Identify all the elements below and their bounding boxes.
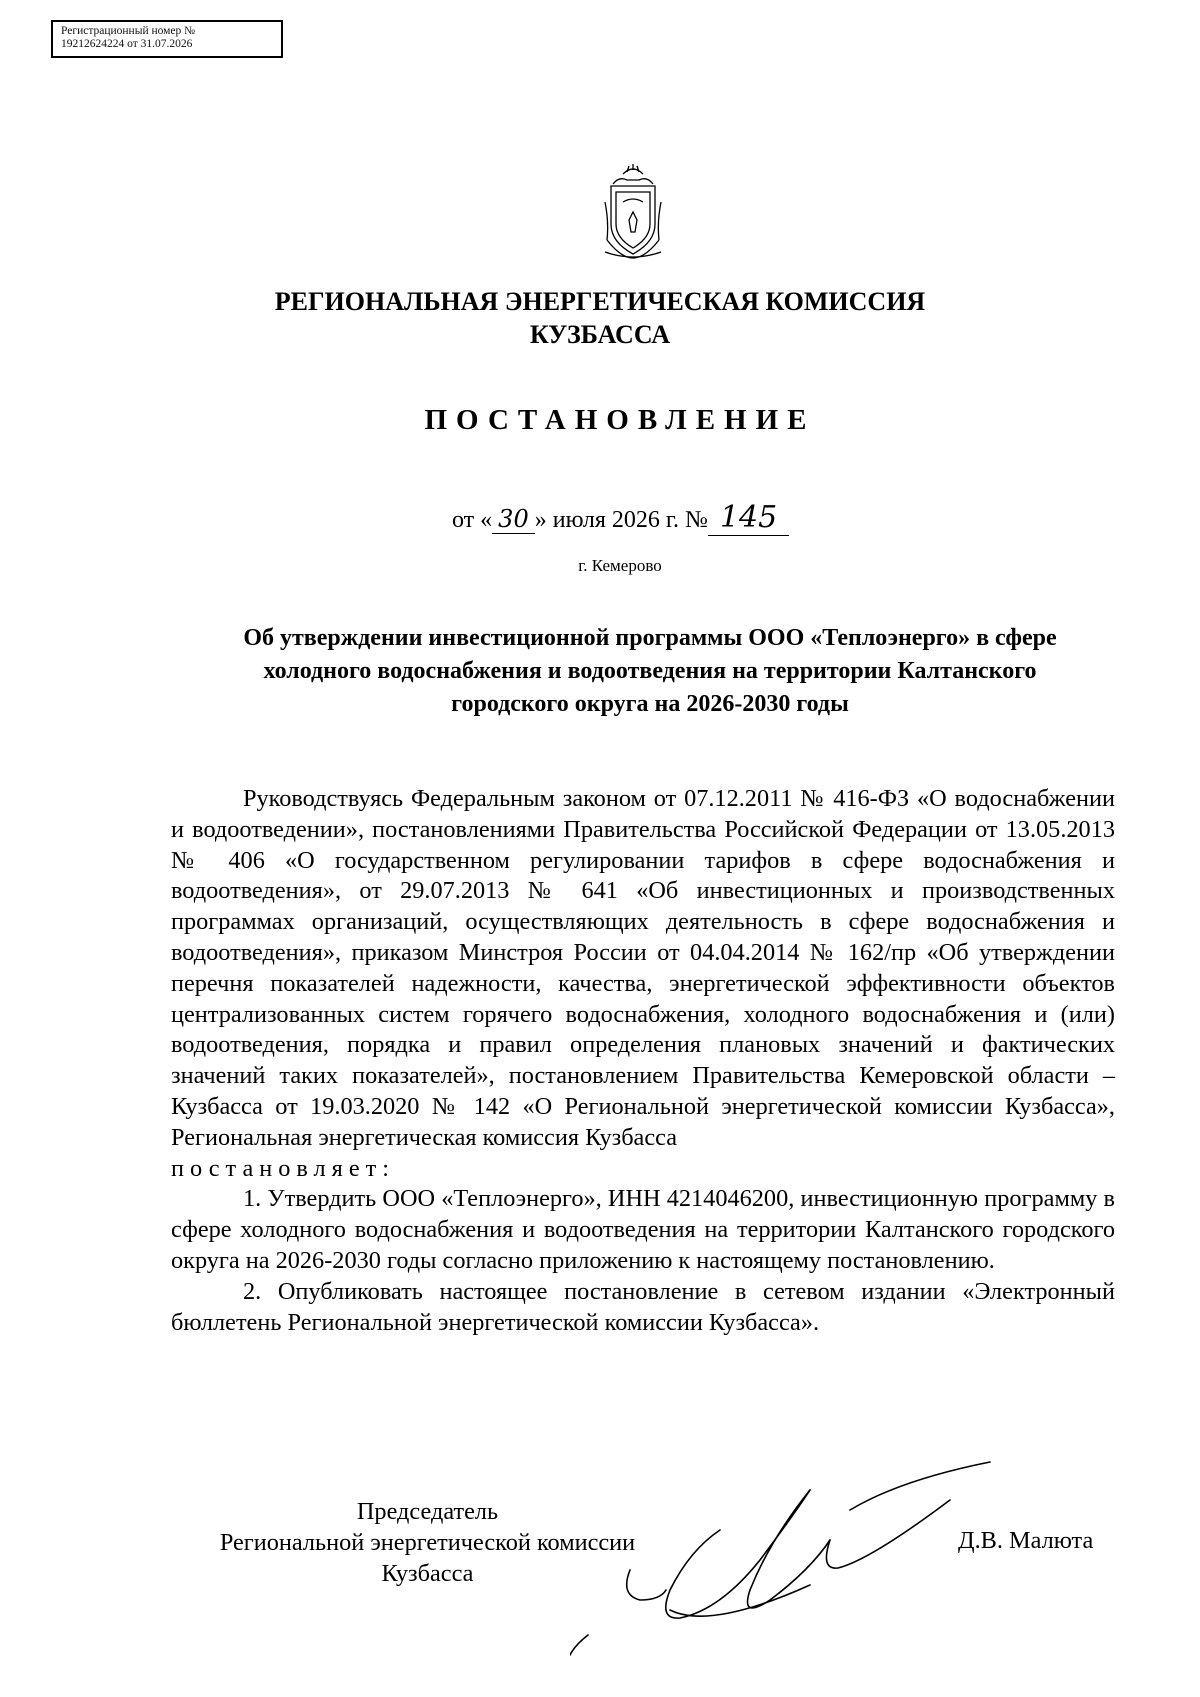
organization-name xyxy=(0,285,1200,351)
handwritten-signature-icon xyxy=(570,1460,1000,1660)
registration-number: 19212624224 от 31.07.2026 xyxy=(61,38,193,50)
preamble-text: Руководствуясь Федеральным законом от 07.12.2011 № 416-ФЗ «О водоснабжении и водоотведении», постановлениями Правительства Российской Федерации от 13.05.2013 № 406 «О государственном регулировании тарифов в сфере водоснабжения и водоотведения», от 29.07.2013 № 641 «Об инвестиционных и производственных программах организаций, осуществляющих деятельность в сфере водоснабжения и водоотведения», приказом Минстроя России от 04.04.2014 № 162/пр «Об утверждении перечня показателей надежности, качества, энергетической эффективности объектов централизованных систем горячего водоснабжения, холодного водоснабжения и (или) водоотведения, порядка и правил определения плановых значений и фактических значений таких показателей», постановлением Правительства Кемеровской области – Кузбасса от 19.03.2020 № 142 «О Региональной энергетической комиссии Кузбасса», Региональная энергетическая комиссия Кузбасса xyxy=(171,785,1115,1151)
preamble-paragraph xyxy=(171,784,1115,1184)
coat-of-arms-icon xyxy=(601,162,665,262)
registration-stamp xyxy=(51,20,283,58)
signer-position-line2: Региональной энергетической комиссии xyxy=(219,1529,636,1556)
document-city: г. Кемерово xyxy=(578,556,662,575)
title-line2: холодного водоснабжения и водоотведения на территории Калтанского xyxy=(263,658,1037,684)
registration-label: Регистрационный номер № xyxy=(61,25,196,37)
organization-name-line2: КУЗБАССА xyxy=(529,320,671,349)
resolves-word: постановляет: xyxy=(171,1154,395,1182)
handwritten-day: 30 xyxy=(492,505,535,534)
resolution-item-2: 2. Опубликовать настоящее постановление в сетевом издании «Электронный бюллетень Региональной энергетической комиссии Кузбасса». xyxy=(171,1277,1115,1336)
document-body xyxy=(171,784,1115,1338)
signer-name: Д.В. Малюта xyxy=(958,1527,1094,1554)
document-title xyxy=(170,622,1130,721)
document-date-line xyxy=(452,500,789,536)
resolution-item-1: 1. Утвердить ООО «Теплоэнерго», ИНН 4214046200, инвестиционную программу в сфере холодного водоснабжения и водоотведения на территории Калтанского городского округа на 2026-2030 годы согласно приложению к настоящему постановлению. xyxy=(171,1185,1115,1274)
handwritten-document-number: 145 xyxy=(708,500,789,536)
signer-position-line3: Кузбасса xyxy=(381,1560,474,1587)
title-line1: Об утверждении инвестиционной программы ООО «Теплоэнерго» в сфере xyxy=(243,625,1057,651)
organization-name-line1: РЕГИОНАЛЬНАЯ ЭНЕРГЕТИЧЕСКАЯ КОМИССИЯ xyxy=(274,287,926,316)
document-type: ПОСТАНОВЛЕНИЕ xyxy=(424,404,816,436)
signer-position-line1: Председатель xyxy=(356,1498,499,1525)
date-prefix: от « xyxy=(452,507,493,533)
date-middle: » июля 2026 г. № xyxy=(534,507,708,533)
title-line3: городского округа на 2026-2030 годы xyxy=(451,691,849,717)
